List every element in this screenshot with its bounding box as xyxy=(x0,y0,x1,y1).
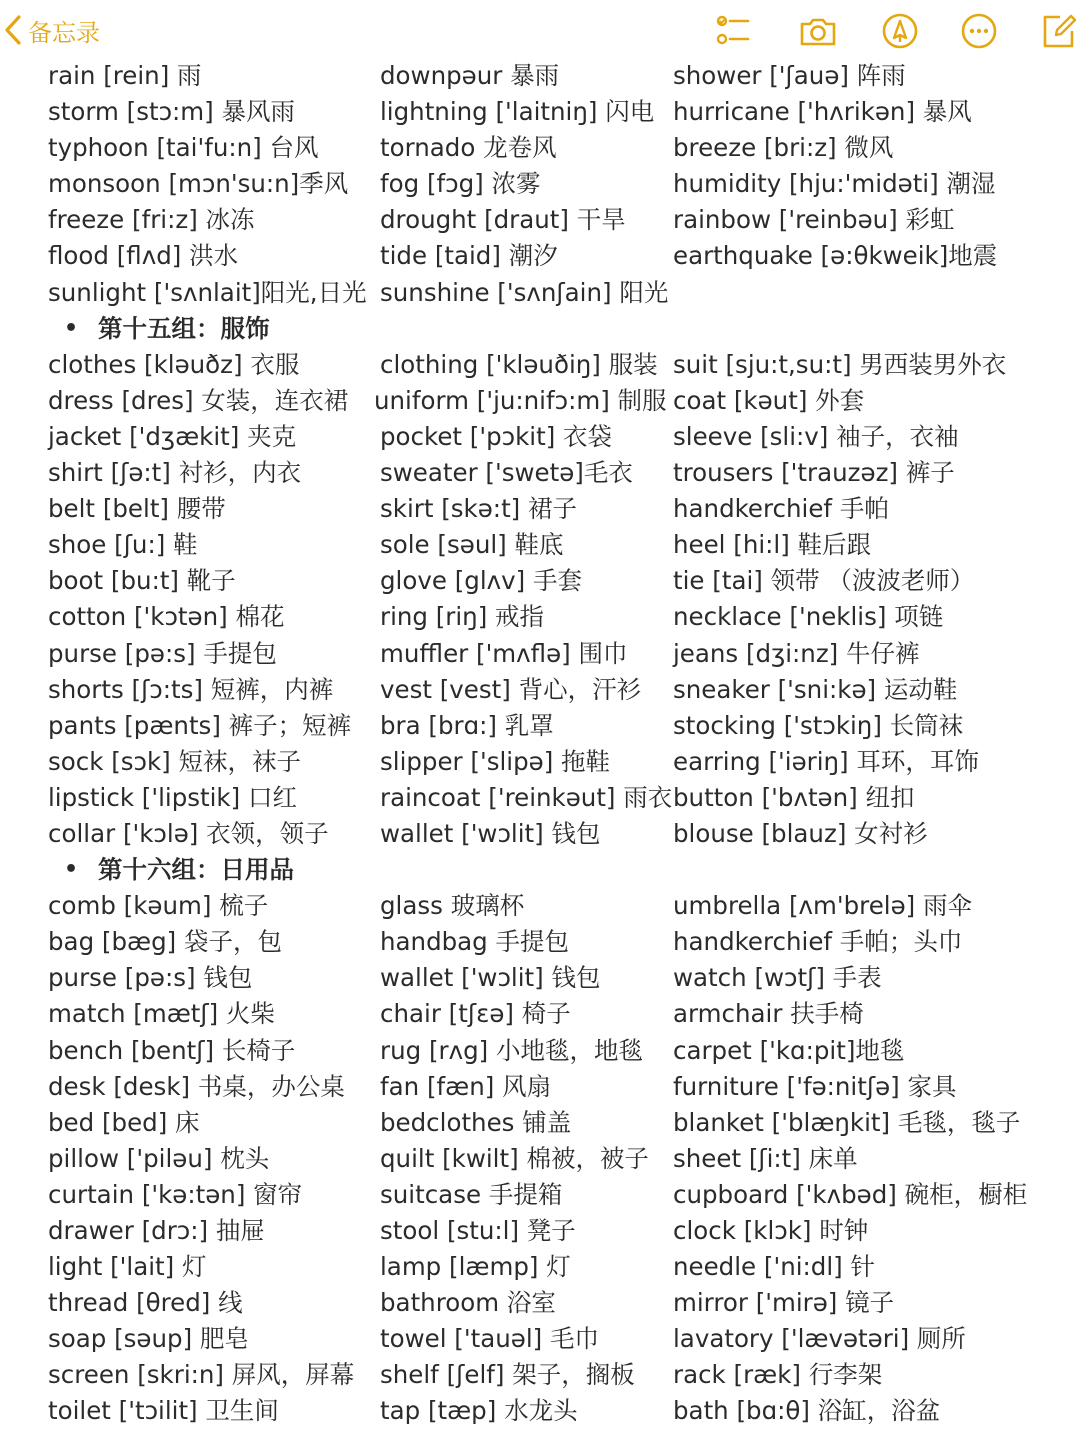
vocab-entry: rug [rʌg] 小地毯，地毯 xyxy=(380,1035,643,1065)
chevron-left-icon xyxy=(4,15,22,45)
vocab-entry: glove [glʌv] 手套 xyxy=(380,566,582,596)
vocab-entry: stool [stu:l] 凳子 xyxy=(380,1216,576,1245)
vocab-row xyxy=(0,58,1080,94)
vocab-entry: storm [stɔ:m] 暴风雨 xyxy=(48,97,296,127)
vocab-row xyxy=(0,1249,1080,1285)
vocab-entry: sunlight ['sʌnlait]阳光,日光 xyxy=(48,277,367,307)
vocab-row xyxy=(0,744,1080,780)
vocab-row xyxy=(0,1069,1080,1105)
vocab-entry: screen [skri:n] 屏风，屏幕 xyxy=(48,1360,355,1390)
vocab-entry: downpəur 暴雨 xyxy=(380,61,560,90)
vocab-entry: furniture ['fə:nitʃə] 家具 xyxy=(673,1071,957,1101)
vocab-entry: tide [taid] 潮汐 xyxy=(380,241,558,271)
vocab-row xyxy=(0,1393,1080,1429)
vocab-entry: cotton ['kɔtən] 棉花 xyxy=(48,602,285,632)
vocab-entry: handkerchief 手帕；头巾 xyxy=(673,927,963,957)
vocab-entry: light ['lait] 灯 xyxy=(48,1252,207,1282)
vocab-row xyxy=(0,94,1080,130)
vocab-entry: heel [hi:l] 鞋后跟 xyxy=(673,530,872,560)
notes-toolbar xyxy=(0,0,1080,62)
vocab-entry: stocking ['stɔkiŋ] 长筒袜 xyxy=(673,710,964,740)
vocab-entry: match [mætʃ] 火柴 xyxy=(48,999,275,1029)
vocab-entry: chair [tʃɛə] 椅子 xyxy=(380,999,571,1029)
vocab-entry: blouse [blauz] 女衬衫 xyxy=(673,818,928,848)
back-button[interactable] xyxy=(4,12,100,48)
camera-button[interactable] xyxy=(799,12,837,50)
compose-button[interactable] xyxy=(1040,12,1078,50)
section-header-daily-items xyxy=(0,852,1080,888)
vocab-entry: bra [brɑ:] 乳罩 xyxy=(380,710,554,740)
vocab-entry: sleeve [sli:v] 袖子，衣袖 xyxy=(673,421,959,451)
vocab-entry: armchair 扶手椅 xyxy=(673,999,864,1029)
vocab-entry: muffler ['mʌflə] 围巾 xyxy=(380,638,628,668)
vocab-entry: carpet ['kɑ:pit]地毯 xyxy=(673,1035,905,1065)
vocab-row xyxy=(0,1033,1080,1069)
vocab-entry: dress [dres] 女装，连衣裙 xyxy=(48,385,349,415)
vocab-entry: shorts [ʃɔ:ts] 短裤，内裤 xyxy=(48,674,334,704)
vocab-entry: uniform ['ju:nifɔ:m] 制服 xyxy=(374,385,667,415)
vocab-entry: blanket ['blæŋkit] 毛毯，毯子 xyxy=(673,1107,1021,1137)
vocab-entry: shelf [ʃelf] 架子，搁板 xyxy=(380,1360,635,1390)
vocab-row xyxy=(0,347,1080,383)
vocab-row xyxy=(0,708,1080,744)
vocab-entry: tap [tæp] 水龙头 xyxy=(380,1396,578,1426)
vocab-entry: needle ['ni:dl] 针 xyxy=(673,1252,875,1282)
vocab-entry: typhoon [tai'fu:n] 台风 xyxy=(48,133,319,163)
vocab-entry: sneaker ['sni:kə] 运动鞋 xyxy=(673,674,958,704)
vocab-row xyxy=(0,1357,1080,1393)
vocab-row xyxy=(0,383,1080,419)
vocab-row xyxy=(0,960,1080,996)
markup-pen-icon xyxy=(881,12,919,50)
vocab-entry: lavatory ['lævətəri] 厕所 xyxy=(673,1324,966,1354)
section-title: 第十六组：日用品 xyxy=(98,855,294,885)
section-title: 第十五组：服饰 xyxy=(98,313,270,343)
vocab-entry: pants [pænts] 裤子；短裤 xyxy=(48,710,352,740)
vocab-entry: soap [səup] 肥皂 xyxy=(48,1324,249,1354)
vocab-entry: necklace ['neklis] 项链 xyxy=(673,602,944,632)
vocab-entry: quilt [kwilt] 棉被，被子 xyxy=(380,1143,649,1173)
bullet: • xyxy=(64,857,79,883)
vocab-entry: towel ['tauəl] 毛巾 xyxy=(380,1324,599,1354)
vocab-row xyxy=(0,1105,1080,1141)
vocab-row xyxy=(0,455,1080,491)
vocab-entry: shirt [ʃə:t] 衬衫，内衣 xyxy=(48,458,302,488)
vocab-entry: suitcase 手提箱 xyxy=(380,1179,563,1209)
vocab-entry: lightning ['laitniŋ] 闪电 xyxy=(380,97,655,127)
checklist-button[interactable] xyxy=(714,12,752,50)
vocab-entry: collar ['kɔlə] 衣领，领子 xyxy=(48,818,329,848)
vocab-entry: clothes [kləuðz] 衣服 xyxy=(48,349,300,379)
vocab-entry: breeze [bri:z] 微风 xyxy=(673,133,894,163)
vocab-entry: suit [sju:t,su:t] 男西装男外衣 xyxy=(673,349,1007,379)
vocab-entry: drawer [drɔ:] 抽屉 xyxy=(48,1216,265,1245)
vocab-entry: bench [bentʃ] 长椅子 xyxy=(48,1035,296,1065)
vocab-entry: bed [bed] 床 xyxy=(48,1107,200,1137)
back-label: 备忘录 xyxy=(28,18,100,47)
vocab-entry: skirt [skə:t] 裙子 xyxy=(380,494,578,524)
vocab-entry: sock [sɔk] 短袜，袜子 xyxy=(48,746,302,776)
more-icon xyxy=(960,12,998,50)
vocab-entry: sweater ['swetə]毛衣 xyxy=(380,458,633,488)
vocab-entry: toilet ['tɔilit] 卫生间 xyxy=(48,1396,279,1426)
more-button[interactable] xyxy=(960,12,998,50)
vocab-entry: bedclothes 铺盖 xyxy=(380,1107,572,1137)
vocab-row xyxy=(0,202,1080,238)
vocab-row xyxy=(0,888,1080,924)
vocab-row xyxy=(0,166,1080,202)
vocab-row xyxy=(0,563,1080,599)
vocab-entry: sole [səul] 鞋底 xyxy=(380,530,564,560)
vocab-entry: curtain ['kə:tən] 窗帘 xyxy=(48,1179,303,1209)
vocab-entry: mirror ['mirə] 镜子 xyxy=(673,1288,895,1318)
vocab-row xyxy=(0,1321,1080,1357)
vocab-entry: humidity [hju:'midəti] 潮湿 xyxy=(673,169,996,199)
vocab-entry: fan [fæn] 风扇 xyxy=(380,1071,552,1101)
vocab-entry: pocket ['pɔkit] 衣袋 xyxy=(380,421,613,451)
vocab-entry: wallet ['wɔlit] 钱包 xyxy=(380,963,601,993)
markup-button[interactable] xyxy=(881,12,919,50)
vocab-entry: flood [flʌd] 洪水 xyxy=(48,241,239,271)
vocab-entry: comb [kəum] 梳子 xyxy=(48,891,269,921)
vocab-entry: bathroom 浴室 xyxy=(380,1288,556,1318)
vocab-row xyxy=(0,636,1080,672)
vocab-entry: button ['bʌtən] 纽扣 xyxy=(673,782,915,812)
vocab-entry: cupboard ['kʌbəd] 碗柜，橱柜 xyxy=(673,1179,1028,1209)
vocab-row xyxy=(0,816,1080,852)
vocab-entry: pillow ['piləu] 枕头 xyxy=(48,1143,270,1173)
vocab-entry: clothing ['kləuðiŋ] 服装 xyxy=(380,349,658,379)
vocab-entry: earthquake [ə:θkweik]地震 xyxy=(673,241,998,271)
vocab-entry: hurricane ['hʌrikən] 暴风 xyxy=(673,97,972,127)
checklist-icon xyxy=(714,12,752,50)
vocab-row xyxy=(0,1213,1080,1249)
vocab-entry: trousers ['trauzəz] 裤子 xyxy=(673,458,955,488)
vocab-entry: rack [ræk] 行李架 xyxy=(673,1360,883,1390)
vocab-entry: wallet ['wɔlit] 钱包 xyxy=(380,818,601,848)
vocab-entry: freeze [fri:z] 冰冻 xyxy=(48,205,255,235)
vocab-row xyxy=(0,238,1080,274)
vocab-entry: coat [kəut] 外套 xyxy=(673,385,865,415)
vocab-entry: tornado 龙卷风 xyxy=(380,133,557,163)
vocab-entry: lipstick ['lipstik] 口红 xyxy=(48,782,297,812)
vocab-row xyxy=(0,996,1080,1032)
section-header-clothing xyxy=(0,311,1080,347)
vocab-entry: bag [bæg] 袋子，包 xyxy=(48,927,282,957)
vocab-entry: drought [draut] 干旱 xyxy=(380,205,626,235)
vocab-row xyxy=(0,275,1080,311)
vocab-row xyxy=(0,924,1080,960)
vocab-entry: belt [belt] 腰带 xyxy=(48,494,226,524)
camera-icon xyxy=(799,12,837,50)
vocab-entry: jacket ['dʒækit] 夹克 xyxy=(48,421,297,451)
vocab-row xyxy=(0,599,1080,635)
vocab-entry: desk [desk] 书桌，办公桌 xyxy=(48,1071,345,1101)
vocab-entry: monsoon [mɔn'su:n]季风 xyxy=(48,169,349,199)
vocab-entry: handkerchief 手帕 xyxy=(673,494,889,524)
vocab-row xyxy=(0,780,1080,816)
vocab-entry: boot [bu:t] 靴子 xyxy=(48,566,236,596)
vocab-row xyxy=(0,527,1080,563)
vocab-entry: sunshine ['sʌnʃain] 阳光 xyxy=(380,277,669,307)
vocab-entry: umbrella [ʌm'brelə] 雨伞 xyxy=(673,891,973,921)
vocab-entry: rain [rein] 雨 xyxy=(48,61,202,90)
vocab-entry: clock [klɔk] 时钟 xyxy=(673,1216,869,1245)
vocab-entry: watch [wɔtʃ] 手表 xyxy=(673,963,882,993)
vocab-entry: slipper ['slipə] 拖鞋 xyxy=(380,746,611,776)
vocab-entry: lamp [læmp] 灯 xyxy=(380,1252,571,1282)
vocab-row xyxy=(0,491,1080,527)
vocab-entry: raincoat ['reinkəut] 雨衣 xyxy=(380,782,673,812)
vocab-entry: fog [fɔg] 浓雾 xyxy=(380,169,541,199)
vocab-entry: thread [θred] 线 xyxy=(48,1288,243,1318)
vocab-entry: earring ['iəriŋ] 耳环，耳饰 xyxy=(673,746,979,776)
vocab-row xyxy=(0,419,1080,455)
vocab-row xyxy=(0,1285,1080,1321)
vocab-entry: jeans [dʒi:nz] 牛仔裤 xyxy=(673,638,920,668)
bullet: • xyxy=(64,315,79,341)
vocab-entry: glass 玻璃杯 xyxy=(380,891,525,921)
vocab-entry: vest [vest] 背心，汗衫 xyxy=(380,674,642,704)
vocab-row xyxy=(0,1177,1080,1213)
vocab-entry: purse [pə:s] 钱包 xyxy=(48,963,253,993)
vocab-entry: rainbow ['reinbəu] 彩虹 xyxy=(673,205,955,235)
vocab-entry: tie [tai] 领带 （波波老师） xyxy=(673,566,975,596)
vocab-entry: bath [bɑ:θ] 浴缸，浴盆 xyxy=(673,1396,941,1426)
vocab-row xyxy=(0,130,1080,166)
compose-icon xyxy=(1040,12,1078,50)
vocab-entry: handbag 手提包 xyxy=(380,927,570,957)
vocab-entry: ring [riŋ] 戒指 xyxy=(380,602,545,632)
vocab-entry: shower ['ʃauə] 阵雨 xyxy=(673,61,906,90)
vocab-row xyxy=(0,1141,1080,1177)
vocab-entry: sheet [ʃi:t] 床单 xyxy=(673,1143,858,1173)
note-body[interactable] xyxy=(0,58,1080,1440)
vocab-entry: shoe [ʃu:] 鞋 xyxy=(48,530,198,560)
vocab-entry: purse [pə:s] 手提包 xyxy=(48,638,277,668)
vocab-row xyxy=(0,672,1080,708)
